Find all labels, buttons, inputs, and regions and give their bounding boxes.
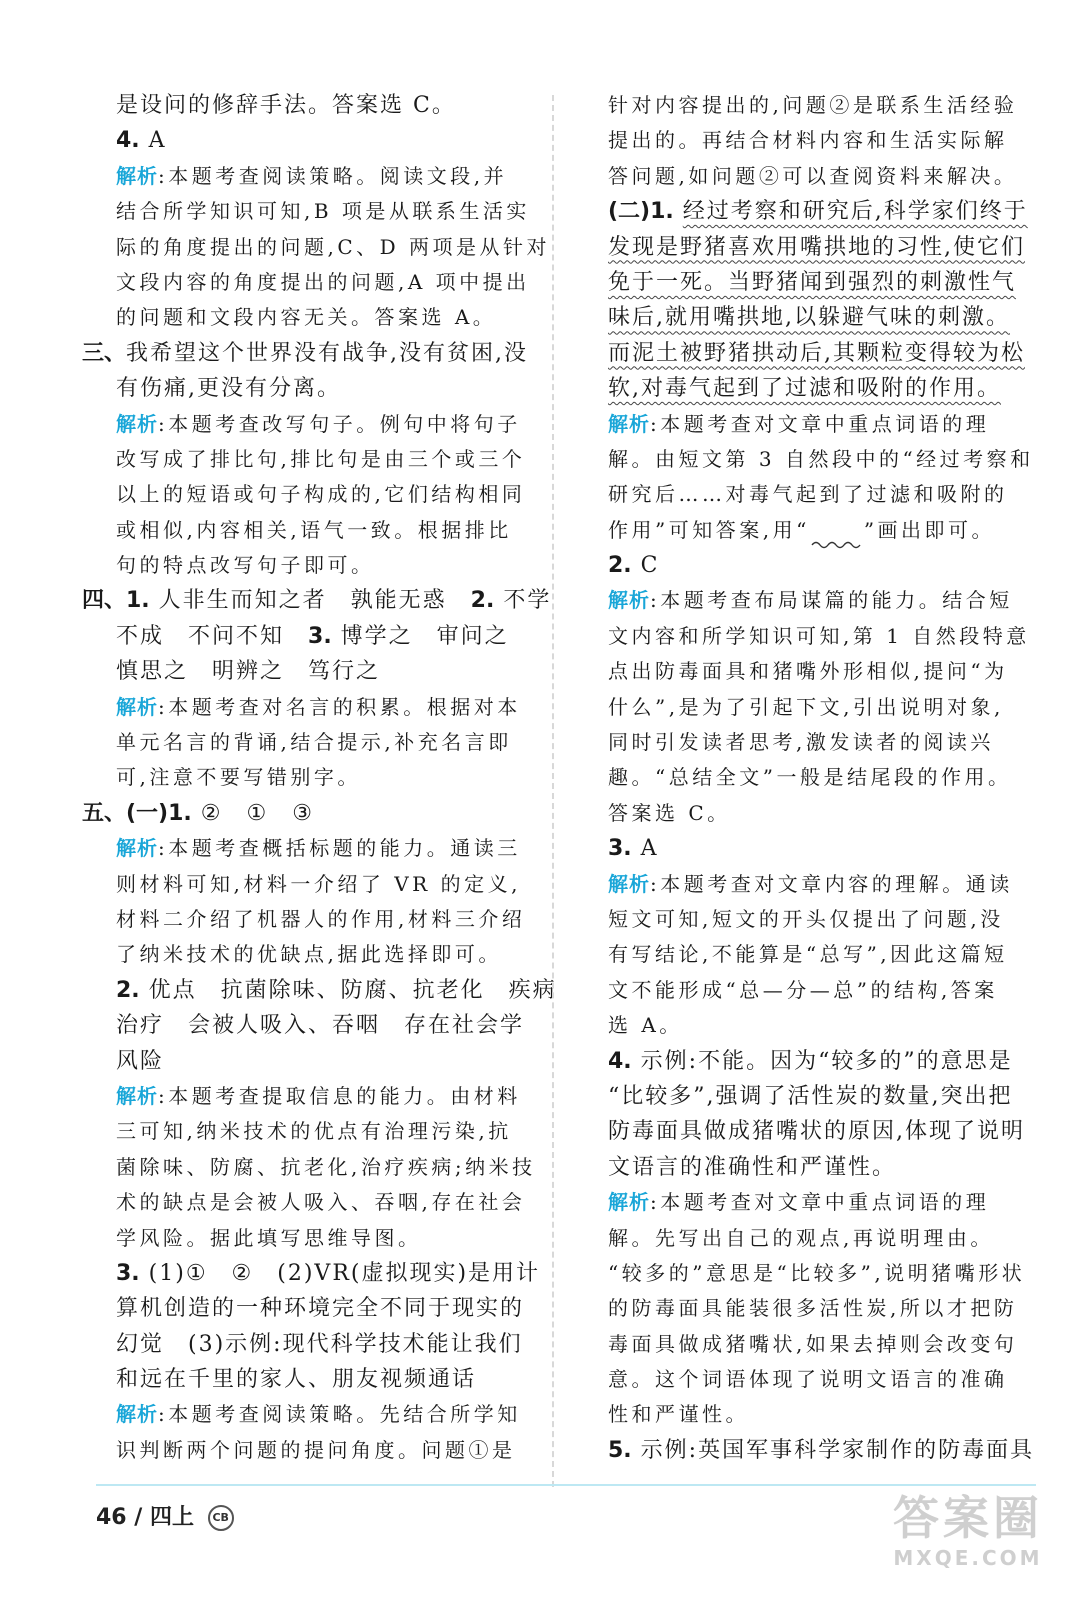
text-span: 解。由短文第 3 自然段中的“经过考察和 <box>608 446 1034 471</box>
left-text-line <box>82 583 552 618</box>
text-span: “比较多”,强调了活性炭的数量,突出把 <box>608 1083 1013 1109</box>
right-text-line <box>608 725 1036 760</box>
text-span: 博学之 审问之 <box>331 623 509 649</box>
text-span: 风险 <box>116 1048 165 1074</box>
right-text-line <box>608 336 1036 371</box>
right-text-line <box>608 654 1036 689</box>
text-span: 结合所学知识可知,B 项是从联系生活实 <box>116 199 530 224</box>
text-span: 文段内容的角度提出的问题,A 项中提出 <box>116 269 530 294</box>
question-number: 3. <box>116 1260 140 1286</box>
left-text-line <box>82 88 538 123</box>
right-text-line <box>608 123 1036 158</box>
text-span: A <box>139 128 167 154</box>
right-column <box>608 88 1036 1468</box>
right-text-line <box>608 902 1036 937</box>
text-span: 而泥土被野猪拱动后,其颗粒变得较为松 <box>608 340 1025 366</box>
right-text-line <box>608 867 1036 902</box>
right-text-line <box>608 690 1036 725</box>
text-span: 防毒面具做成猪嘴状的原因,体现了说明 <box>608 1119 1025 1145</box>
left-text-line <box>82 1397 538 1432</box>
left-text-line <box>82 867 538 902</box>
right-text-line <box>608 442 1036 477</box>
right-text-line <box>608 371 1036 406</box>
analysis-label: 解析 <box>116 694 158 719</box>
text-span: 单元名言的背诵,结合提示,补充名言即 <box>116 730 512 755</box>
right-text-line <box>608 159 1036 194</box>
analysis-label: 解析 <box>608 411 650 436</box>
text-span: 发现是野猪喜欢用嘴拱地的习性,使它们 <box>608 234 1025 260</box>
left-text-line <box>82 1291 538 1326</box>
text-span: 同时引发读者思考,激发读者的阅读兴 <box>608 730 994 755</box>
right-text-line <box>608 548 1036 583</box>
text-span: 的问题和文段内容无关。答案选 A。 <box>116 305 497 330</box>
right-text-line <box>608 583 1036 618</box>
left-text-line <box>82 300 538 335</box>
text-span: 慎思之 明辨之 笃行之 <box>116 659 381 685</box>
text-span: 选 A。 <box>608 1013 683 1038</box>
text-span: 答案选 C。 <box>608 800 731 825</box>
question-number: 2. <box>470 588 495 614</box>
text-span: :本题考查对文章中重点词语的理 <box>650 411 990 436</box>
edition-badge-icon: CB <box>208 1505 234 1531</box>
text-span: 文内容和所学知识可知,第 1 自然段特意 <box>608 623 1030 648</box>
analysis-label: 解析 <box>116 411 158 436</box>
analysis-label: 解析 <box>116 1402 158 1427</box>
footer-separator: / <box>134 1505 143 1530</box>
left-text-line <box>82 123 538 158</box>
right-text-line <box>608 1362 1036 1397</box>
text-span: :本题考查阅读策略。先结合所学知 <box>158 1402 521 1427</box>
left-text-line <box>82 477 538 512</box>
text-span: 短文可知,短文的开头仅提出了问题,没 <box>608 906 1004 931</box>
left-text-line <box>82 407 538 442</box>
text-span: A <box>631 836 659 862</box>
question-number: 3. <box>608 836 632 862</box>
text-span: 我希望这个世界没有战争,没有贫困,没 <box>126 340 529 366</box>
text-span: 学风险。据此填写思维导图。 <box>116 1225 422 1250</box>
left-text-line <box>82 265 538 300</box>
text-span: 或相似,内容相关,语气一致。根据排比 <box>116 517 512 542</box>
text-span: 经过考察和研究后,科学家们终于 <box>682 199 1028 225</box>
text-span: 意。这个词语体现了说明文语言的准确 <box>608 1367 1008 1392</box>
right-text-line <box>608 230 1036 265</box>
text-span: 文语言的准确性和严谨性。 <box>608 1154 897 1180</box>
right-text-line <box>608 831 1036 866</box>
left-text-line <box>82 1433 538 1468</box>
text-span: 示例:不能。因为“较多的”的意思是 <box>631 1048 1013 1074</box>
right-text-line <box>608 1256 1036 1291</box>
text-span: 作用”可知答案,用“ <box>608 517 810 542</box>
text-span: 趣。“总结全文”一般是结尾段的作用。 <box>608 765 1012 790</box>
watermark-logo <box>888 1490 1048 1590</box>
left-text-line <box>82 371 538 406</box>
left-text-line <box>82 1079 538 1114</box>
right-text-line <box>608 265 1036 300</box>
text-span: 幻觉 (3)示例:现代科学技术能让我们 <box>116 1331 523 1357</box>
left-text-line <box>82 159 538 194</box>
right-text-line <box>608 477 1036 512</box>
question-number: (二)1. <box>608 199 674 225</box>
left-text-line <box>82 513 538 548</box>
right-text-line <box>608 973 1036 1008</box>
left-text-line <box>82 760 538 795</box>
text-span: 治疗 会被人吸入、吞咽 存在社会学 <box>116 1013 525 1039</box>
right-text-line <box>608 1185 1036 1220</box>
left-text-line <box>82 1044 538 1079</box>
right-text-line <box>608 88 1036 123</box>
question-number: 2. <box>116 977 140 1003</box>
question-number: 五、(一)1. <box>82 800 192 826</box>
left-text-line <box>82 194 538 229</box>
text-span: 答问题,如问题②可以查阅资料来解决。 <box>608 163 1018 188</box>
text-span: 解。先写出自己的观点,再说明理由。 <box>608 1225 994 1250</box>
column-divider <box>552 95 554 1487</box>
wavy-line-mark <box>810 525 864 537</box>
right-text-line <box>608 194 1036 229</box>
right-text-line <box>608 760 1036 795</box>
left-text-line <box>82 1221 538 1256</box>
left-text-line <box>82 690 538 725</box>
text-span: 以上的短语或句子构成的,它们结构相同 <box>116 482 526 507</box>
text-span <box>674 199 683 224</box>
right-text-line <box>608 1150 1036 1185</box>
left-text-line <box>82 654 538 689</box>
text-span: 句的特点改写句子即可。 <box>116 553 375 578</box>
page-number: 46 <box>96 1505 127 1530</box>
left-text-line <box>82 937 538 972</box>
right-text-line <box>608 1433 1036 1468</box>
left-text-line <box>82 442 538 477</box>
text-span: :本题考查布局谋篇的能力。结合短 <box>650 588 1013 613</box>
text-span: 材料二介绍了机器人的作用,材料三介绍 <box>116 906 526 931</box>
question-number: 4. <box>608 1048 632 1074</box>
question-number: 三、 <box>82 340 127 366</box>
footer-rule <box>96 1484 1036 1486</box>
question-number: 2. <box>608 553 632 579</box>
left-text-line <box>82 1327 538 1362</box>
analysis-label: 解析 <box>116 1083 158 1108</box>
left-text-line <box>82 902 538 937</box>
page-footer <box>96 1500 234 1531</box>
right-text-line <box>608 619 1036 654</box>
left-text-line <box>82 796 538 831</box>
text-span: 际的角度提出的问题,C、D 两项是从针对 <box>116 234 551 259</box>
right-text-line <box>608 407 1036 442</box>
text-span: ② ① ③ <box>191 800 314 826</box>
text-span: 不成 不问不知 <box>116 623 309 649</box>
left-text-line <box>82 336 538 371</box>
analysis-label: 解析 <box>116 163 158 188</box>
left-text-line <box>82 1185 538 1220</box>
text-span: 了纳米技术的优缺点,据此选择即可。 <box>116 942 502 967</box>
left-column <box>82 88 557 1468</box>
text-span: 文不能形成“总—分—总”的结构,答案 <box>608 977 998 1002</box>
grade-label: 四上 <box>150 1505 195 1530</box>
analysis-label: 解析 <box>608 871 650 896</box>
text-span: 什么”,是为了引起下文,引出说明对象, <box>608 694 1004 719</box>
left-text-line <box>82 725 538 760</box>
text-span: C <box>631 553 660 579</box>
text-span: 可,注意不要写错别字。 <box>116 765 361 790</box>
right-text-line <box>608 1079 1036 1114</box>
text-span: 有写结论,不能算是“总写”,因此这篇短 <box>608 942 1008 967</box>
text-span: (1)① ② (2)VR(虚拟现实)是用计 <box>139 1260 541 1286</box>
analysis-label: 解析 <box>116 836 158 861</box>
text-span: :本题考查改写句子。例句中将句子 <box>158 411 521 436</box>
right-text-line <box>608 1044 1036 1079</box>
text-span: :本题考查概括标题的能力。通读三 <box>158 836 521 861</box>
left-text-line <box>82 973 557 1008</box>
text-span: 毒面具做成猪嘴状,如果去掉则会改变句 <box>608 1331 1018 1356</box>
text-span: 人非生而知之者 孰能无惑 <box>149 588 471 614</box>
right-text-line <box>608 1327 1036 1362</box>
text-span: 味后,就用嘴拱地,以躲避气味的刺激。 <box>608 305 1010 331</box>
watermark-title: 答案圈 <box>893 1491 1043 1545</box>
left-text-line <box>82 548 538 583</box>
left-text-line <box>82 1256 541 1291</box>
text-span: 软,对毒气起到了过滤和吸附的作用。 <box>608 376 1001 402</box>
text-span: 提出的。再结合材料内容和生活实际解 <box>608 128 1008 153</box>
text-span: 的防毒面具能装很多活性炭,所以才把防 <box>608 1296 1018 1321</box>
left-text-line <box>82 230 551 265</box>
text-span: 有伤痛,更没有分离。 <box>116 376 341 402</box>
left-text-line <box>82 831 538 866</box>
right-text-line <box>608 1291 1036 1326</box>
question-number: 5. <box>608 1437 632 1463</box>
text-span: :本题考查对文章中重点词语的理 <box>650 1190 990 1215</box>
text-span: 三可知,纳米技术的优点有治理污染,抗 <box>116 1119 512 1144</box>
right-text-line <box>608 1008 1036 1043</box>
left-text-line <box>82 619 538 654</box>
left-text-line <box>82 1150 538 1185</box>
text-span: 免于一死。当野猪闻到强烈的刺激性气 <box>608 269 1017 295</box>
text-span: :本题考查阅读策略。阅读文段,并 <box>158 163 508 188</box>
left-text-line <box>82 1008 538 1043</box>
text-span: :本题考查提取信息的能力。由材料 <box>158 1083 521 1108</box>
right-text-line <box>608 796 1036 831</box>
right-text-line <box>608 1397 1036 1432</box>
text-span: 术的缺点是会被人吸入、吞咽,存在社会 <box>116 1190 526 1215</box>
question-number: 4. <box>116 128 140 154</box>
text-span: 研究后……对毒气起到了过滤和吸附的 <box>608 482 1008 507</box>
text-span: 算机创造的一种环境完全不同于现实的 <box>116 1296 525 1322</box>
question-number: 3. <box>308 623 332 649</box>
text-span: ”画出即可。 <box>863 517 996 542</box>
left-text-line <box>82 1114 538 1149</box>
text-span: 示例:英国军事科学家制作的防毒面具 <box>631 1437 1035 1463</box>
text-span: 是设问的修辞手法。答案选 C。 <box>116 93 456 118</box>
text-span: 则材料可知,材料一介绍了 VR 的定义, <box>116 871 521 896</box>
analysis-label: 解析 <box>608 1190 650 1215</box>
right-text-line <box>608 300 1036 335</box>
text-span: 点出防毒面具和猪嘴外形相似,提问“为 <box>608 659 1008 684</box>
text-span: 不学 <box>494 588 552 614</box>
analysis-label: 解析 <box>608 588 650 613</box>
text-span: :本题考查对文章内容的理解。通读 <box>650 871 1013 896</box>
text-span: 识判断两个问题的提问角度。问题①是 <box>116 1437 516 1462</box>
text-span: 优点 抗菌除味、防腐、抗老化 疾病 <box>139 977 557 1003</box>
text-span: 针对内容提出的,问题②是联系生活经验 <box>608 93 1018 117</box>
text-span: 改写成了排比句,排比句是由三个或三个 <box>116 446 526 471</box>
right-text-line <box>608 513 1036 548</box>
text-span: 菌除味、防腐、抗老化,治疗疾病;纳米技 <box>116 1154 536 1179</box>
left-text-line <box>82 1362 538 1397</box>
question-number: 四、1. <box>82 588 150 614</box>
right-text-line <box>608 1221 1036 1256</box>
text-span: :本题考查对名言的积累。根据对本 <box>158 694 521 719</box>
right-text-line <box>608 1114 1036 1149</box>
watermark-site: MXQE.COM <box>893 1546 1043 1570</box>
text-span: 性和严谨性。 <box>608 1402 749 1427</box>
text-span: 和远在千里的家人、朋友视频通话 <box>116 1367 477 1393</box>
text-span: “较多的”意思是“比较多”,说明猪嘴形状 <box>608 1260 1026 1285</box>
right-text-line <box>608 937 1036 972</box>
